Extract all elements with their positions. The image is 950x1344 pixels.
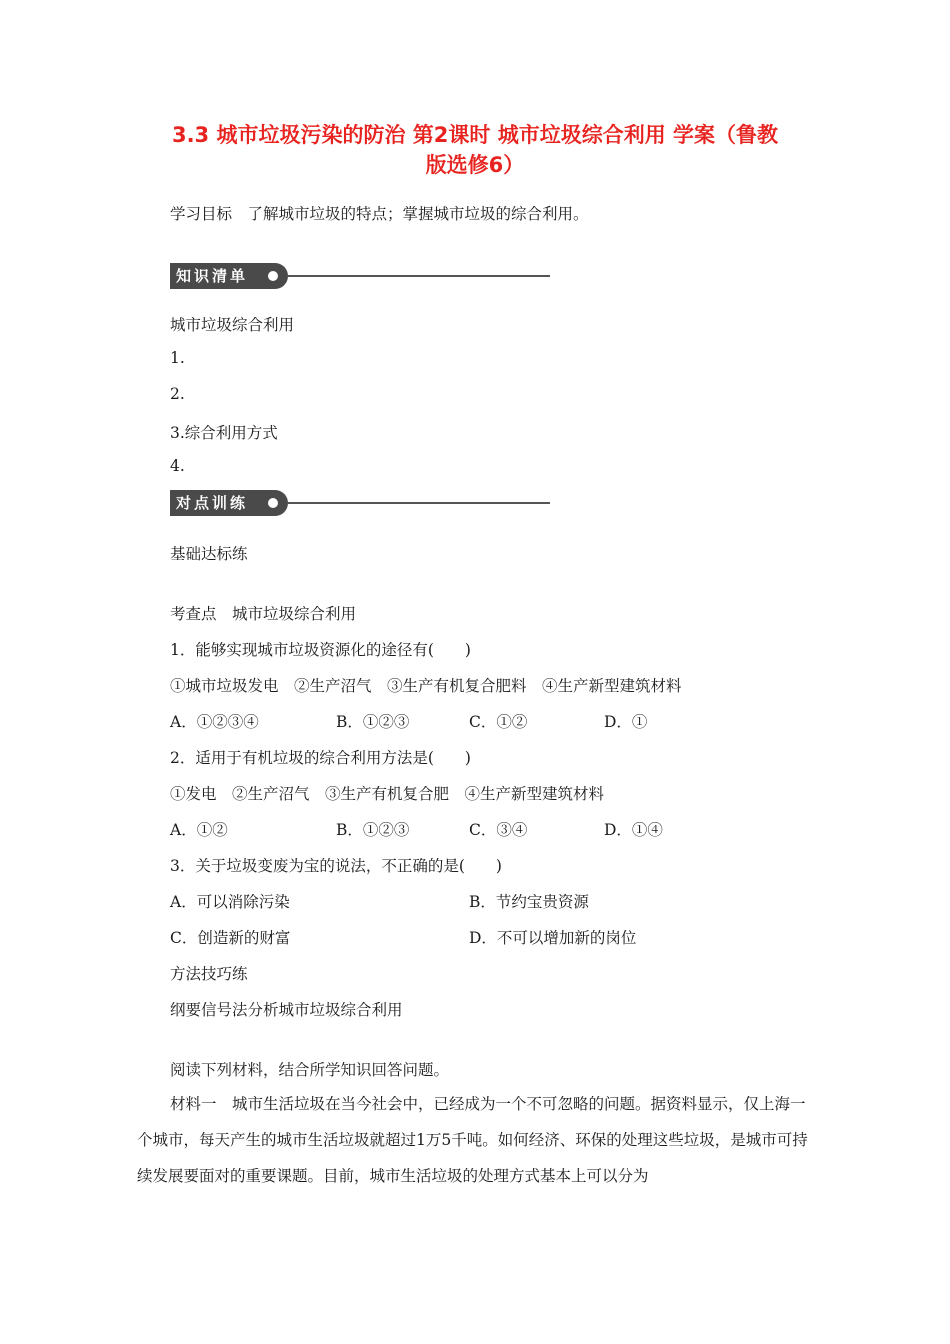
knowledge-item-2: 2. [170, 385, 185, 403]
question-1-option-d: D．① [604, 713, 648, 731]
question-1-items: ①城市垃圾发电 ②生产沼气 ③生产有机复合肥料 ④生产新型建筑材料 [170, 677, 682, 695]
document-title [120, 120, 830, 180]
question-3-stem: 3．关于垃圾变废为宝的说法，不正确的是( ) [170, 857, 502, 875]
question-1-stem: 1．能够实现城市垃圾资源化的途径有( ) [170, 641, 471, 659]
knowledge-item-3: 3.综合利用方式 [170, 424, 278, 442]
bullet-dot-icon [268, 271, 278, 281]
knowledge-item-4: 4. [170, 457, 185, 475]
learning-objective: 学习目标 了解城市垃圾的特点；掌握城市垃圾的综合利用。 [170, 205, 589, 223]
section-divider [288, 502, 550, 504]
reading-instruction: 阅读下列材料，结合所学知识回答问题。 [170, 1061, 450, 1079]
method-heading: 方法技巧练 [170, 965, 248, 983]
question-1-option-b: B．①②③ [336, 713, 410, 731]
question-3-option-c: C．创造新的财富 [170, 929, 291, 947]
knowledge-section-banner [170, 263, 550, 289]
title-line-2: 版选修6） [425, 153, 525, 177]
question-2-stem: 2．适用于有机垃圾的综合利用方法是( ) [170, 749, 471, 767]
question-2-items: ①发电 ②生产沼气 ③生产有机复合肥 ④生产新型建筑材料 [170, 785, 605, 803]
question-2-option-c: C．③④ [469, 821, 528, 839]
practice-section-label: 对点训练 [170, 490, 288, 516]
material-1-paragraph: 材料一 城市生活垃圾在当今社会中，已经成为一个不可忽略的问题。据资料显示，仅上海一个城市，每天产生的城市生活垃圾就超过1万5千吨。如何经济、环保的处理这些垃圾，是城市可持续发展要面对的重要课题。目前，城市生活垃圾的处理方式基本上可以分为 [137, 1095, 808, 1185]
question-3-option-a: A．可以消除污染 [170, 893, 290, 911]
question-3-option-b: B．节约宝贵资源 [469, 893, 589, 911]
question-3-option-d: D．不可以增加新的岗位 [469, 929, 637, 947]
basic-practice-heading: 基础达标练 [170, 545, 248, 563]
question-2-option-b: B．①②③ [336, 821, 410, 839]
practice-section-banner [170, 490, 550, 516]
method-subheading: 纲要信号法分析城市垃圾综合利用 [170, 1001, 403, 1019]
knowledge-section-label: 知识清单 [170, 263, 288, 289]
knowledge-heading: 城市垃圾综合利用 [170, 316, 295, 334]
question-2-option-d: D．①④ [604, 821, 663, 839]
title-line-1: 3.3 城市垃圾污染的防治 第2课时 城市垃圾综合利用 学案（鲁教 [171, 123, 779, 147]
section-divider [288, 275, 550, 277]
question-1-option-a: A．①②③④ [170, 713, 259, 731]
question-1-option-c: C．①② [469, 713, 528, 731]
topic-label: 考查点 城市垃圾综合利用 [170, 605, 357, 623]
knowledge-item-1: 1. [170, 349, 185, 367]
bullet-dot-icon [268, 498, 278, 508]
question-2-option-a: A．①② [170, 821, 228, 839]
